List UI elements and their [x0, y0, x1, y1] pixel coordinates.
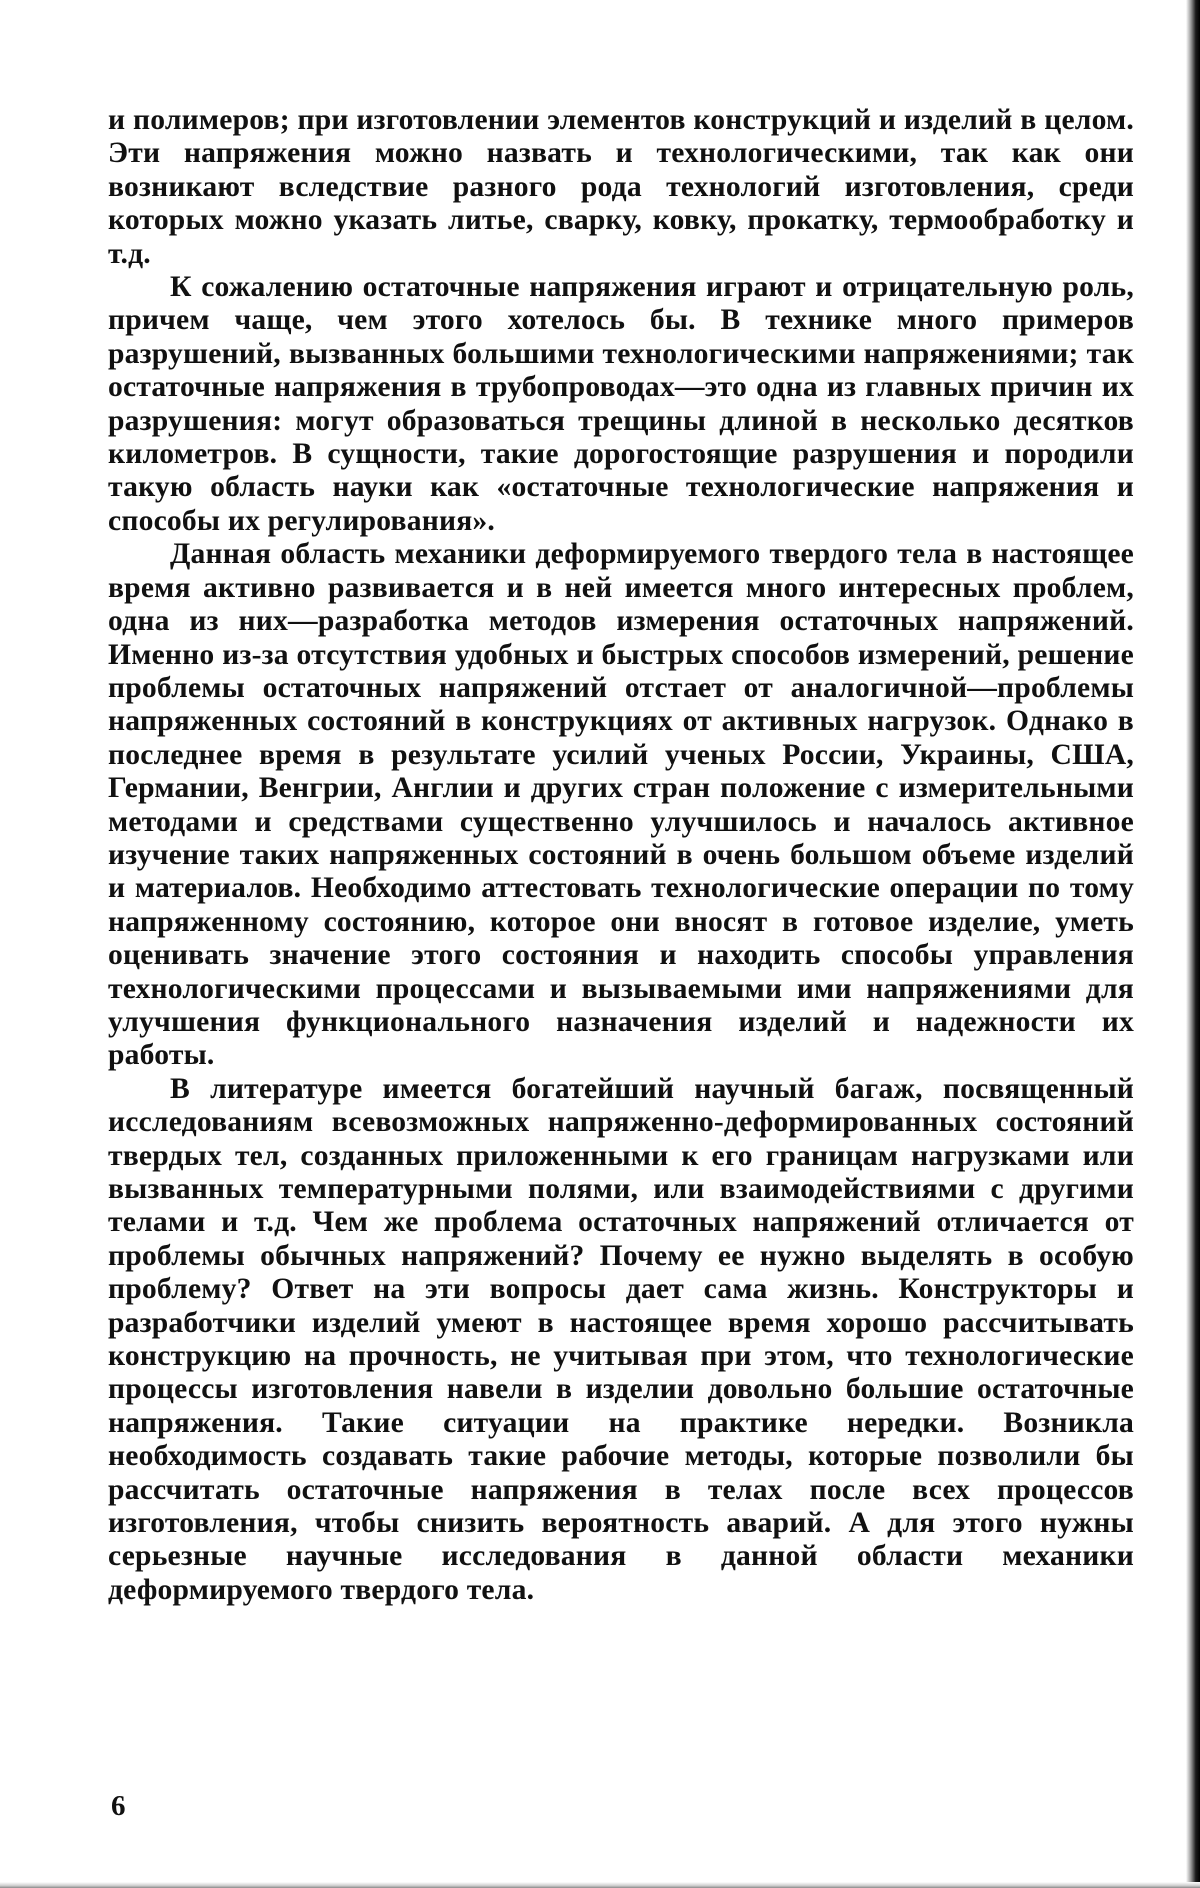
scan-edge-bottom [0, 1882, 1200, 1888]
paragraph-4: В литературе имеется богатейший научный багаж, посвященный исследованиям всевозможных напряженно-деформированных состояний твердых тел, созданных приложенными к его границам нагрузками или вызванных температурными полями, или взаимодействиями с другими телами и т.д. Чем же проблема остаточных напряжений отличается от проблемы обычных напряжений? Почему ее нужно выделять в особую проблему? Ответ на эти вопросы дает сама жизнь. Конструкторы и разработчики изделий умеют в настоящее время хорошо рассчитывать конструкцию на прочность, не учитывая при этом, что технологические процессы изготовления навели в изделии довольно большие остаточные напряжения. Такие ситуации на практике нередки. Возникла необходимость создавать такие рабочие методы, которые позволили бы рассчитать остаточные напряжения в телах после всех процессов изготовления, чтобы снизить вероятность аварий. А для этого нужны серьезные научные исследования в данной области механики деформируемого твердого тела. [108, 1072, 1134, 1606]
page-number: 6 [111, 1790, 126, 1822]
scan-edge-right [1186, 0, 1200, 1888]
paragraph-1: и полимеров; при изготовлении элементов конструкций и изделий в целом. Эти напряжения можно назвать и технологическими, так как они возникают вследствие разного рода технологий изготовления, среди которых можно указать литье, сварку, ковку, прокатку, термообработку и т.д. [108, 104, 1134, 270]
paragraph-2: К сожалению остаточные напряжения играют и отрицательную роль, причем чаще, чем этого хотелось бы. В технике много примеров разрушений, вызванных большими технологическими напряжениями; так остаточные напряжения в трубопроводах—это одна из главных причин их разрушения: могут образоваться трещины длиной в несколько десятков километров. В сущности, такие дорогостоящие разрушения и породили такую область науки как «остаточные технологические напряжения и способы их регулирования». [108, 271, 1134, 537]
paragraph-3: Данная область механики деформируемого твердого тела в настоящее время активно развивается и в ней имеется много интересных проблем, одна из них—разработка методов измерения остаточных напряжений. Именно из-за отсутствия удобных и быстрых способов измерений, решение проблемы остаточных напряжений отстает от аналогичной—проблемы напряженных состояний в конструкциях от активных нагрузок. Однако в последнее время в результате усилий ученых России, Украины, США, Германии, Венгрии, Англии и других стран положение с измерительными методами и средствами существенно улучшилось и началось активное изучение таких напряженных состояний в очень большом объеме изделий и материалов. Необходимо аттестовать технологические операции по тому напряженному состоянию, которое они вносят в готовое изделие, уметь оценивать значение этого состояния и находить способы управления технологическими процессами и вызываемыми ими напряжениями для улучшения функционального назначения изделий и надежности их работы. [108, 538, 1134, 1072]
body-text [108, 104, 1134, 1607]
